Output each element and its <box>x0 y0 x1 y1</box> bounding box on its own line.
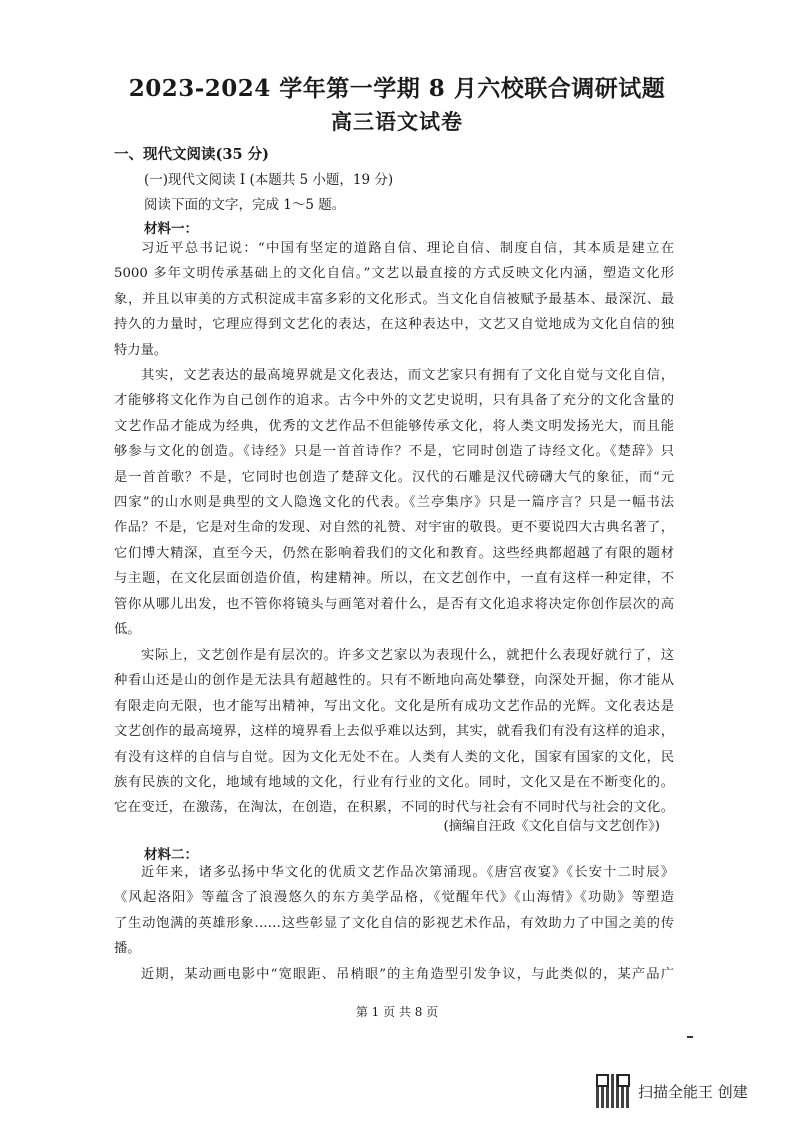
exam-title: 2023-2024 学年第一学期 8 月六校联合调研试题 <box>128 75 666 102</box>
text-line: 文艺作品才能成为经典，优秀的文艺作品不但能够传承文化，将人类文明发扬光大，而且能 <box>114 418 674 434</box>
section-heading: 一、现代文阅读(35 分) <box>114 146 269 163</box>
text-line: 四家”的山水则是典型的文人隐逸文化的代表。《兰亭集序》只是一篇序言？只是一幅书法 <box>114 494 674 510</box>
text-line: 种看山还是山的创作是无法具有超越性的。只有不断地向高处攀登，向深处开掘，你才能从 <box>114 673 674 689</box>
text-line: 特力量。 <box>114 342 168 358</box>
text-line: 够参与文化的创造。《诗经》只是一首首诗作？不是，它同时创造了诗经文化。《楚辞》只 <box>114 444 674 460</box>
text-line: 习近平总书记说：“中国有坚定的道路自信、理论自信、制度自信，其本质是建立在 <box>141 241 674 256</box>
paragraph-3 <box>114 643 674 821</box>
scan-mark <box>687 1036 693 1038</box>
text-line: 近年来，诸多弘扬中华文化的优质文艺作品次第涌现。《唐宫夜宴》《长安十二时辰》 <box>141 865 674 880</box>
paragraph-2 <box>114 363 674 642</box>
text-line: 近期，某动画电影中“宽眼距、吊梢眼”的主角造型引发争议，与此类似的，某产品广 <box>141 967 674 982</box>
text-line: 与主题，在文化层面创造价值，构建精神。所以，在文艺创作中，一直有这样一种定律，不 <box>114 571 674 587</box>
text-line: 文艺创作的最高境界，这样的境界看上去似乎难以达到，其实，就看我们有没有这样的追求， <box>114 724 674 740</box>
text-line: 5000 多年文明传承基础上的文化自信。”文艺以最直接的方式反映文化内涵，塑造文化形 <box>114 266 674 282</box>
text-line: 它们博大精深，直至今天，仍然在影响着我们的文化和教育。这些经典都超越了有限的题材 <box>114 545 674 561</box>
text-line: 播。 <box>114 941 141 957</box>
paragraph-5 <box>114 962 674 987</box>
text-line: 其实，文艺表达的最高境界就是文化表达，而文艺家只有拥有了文化自觉与文化自信， <box>141 368 674 383</box>
text-line: 持久的力量时，它理应得到文艺化的表达，在这种表达中，文艺又自觉地成为文化自信的独 <box>114 317 674 333</box>
instruction: 阅读下面的文字，完成 1～5 题。 <box>144 197 346 213</box>
exam-subtitle: 高三语文试卷 <box>331 109 463 134</box>
text-line: 实际上，文艺创作是有层次的。许多文艺家以为表现什么，就把什么表现好就行了，这 <box>141 648 674 663</box>
text-line: 有没有这样的自信与自觉。因为文化无处不在。人类有人类的文化，国家有国家的文化，民 <box>114 749 674 765</box>
text-line: 族有民族的文化，地域有地域的文化，行业有行业的文化。同时，文化又是在不断变化的。 <box>114 774 674 790</box>
text-line: 作品？不是，它是对生命的发现、对自然的礼赞、对宇宙的敬畏。更不要说四大古典名著了， <box>114 520 674 536</box>
watermark-text: 扫描全能王 创建 <box>638 1082 748 1101</box>
material2-label: 材料二： <box>144 847 198 863</box>
text-line: 它在变迁，在激荡，在淘汰，在创造，在积累，不同的时代与社会有不同时代与社会的文化。 <box>114 800 674 816</box>
source-citation: (摘编自汪政《文化自信与文艺创作》) <box>443 819 660 834</box>
material1-label: 材料一： <box>144 221 198 237</box>
text-line: 象，并且以审美的方式积淀成丰富多彩的文化形式。当文化自信被赋予最基本、最深沉、最 <box>114 291 674 307</box>
qr-code-icon <box>596 1074 630 1108</box>
text-line: 才能够将文化作为自己创作的追求。古今中外的文艺史说明，只有具备了充分的文化含量的 <box>114 393 674 409</box>
paragraph-4 <box>114 860 674 962</box>
text-line: 管你从哪儿出发，也不管你将镜头与画笔对着什么，是否有文化追求将决定你创作层次的高 <box>114 596 674 612</box>
text-line: 低。 <box>114 621 141 637</box>
paragraph-1 <box>114 236 674 363</box>
text-line: 是一首首歌？不是，它同时也创造了楚辞文化。汉代的石雕是汉代磅礴大气的象征，而“元 <box>114 469 674 485</box>
page-number: 第 1 页 共 8 页 <box>355 1005 439 1019</box>
part-heading: (一)现代文阅读 I (本题共 5 小题，19 分) <box>144 172 394 188</box>
text-line: 有限走向无限，也才能写出精神，写出文化。文化是所有成功文艺作品的光辉。文化表达是 <box>114 698 674 714</box>
text-line: 了生动饱满的英雄形象……这些彰显了文化自信的影视艺术作品，有效助力了中国之美的传 <box>114 915 674 931</box>
text-line: 《风起洛阳》等蕴含了浪漫悠久的东方美学品格，《觉醒年代》《山海情》《功勋》等塑造 <box>114 890 674 906</box>
scanner-watermark <box>596 1071 748 1111</box>
